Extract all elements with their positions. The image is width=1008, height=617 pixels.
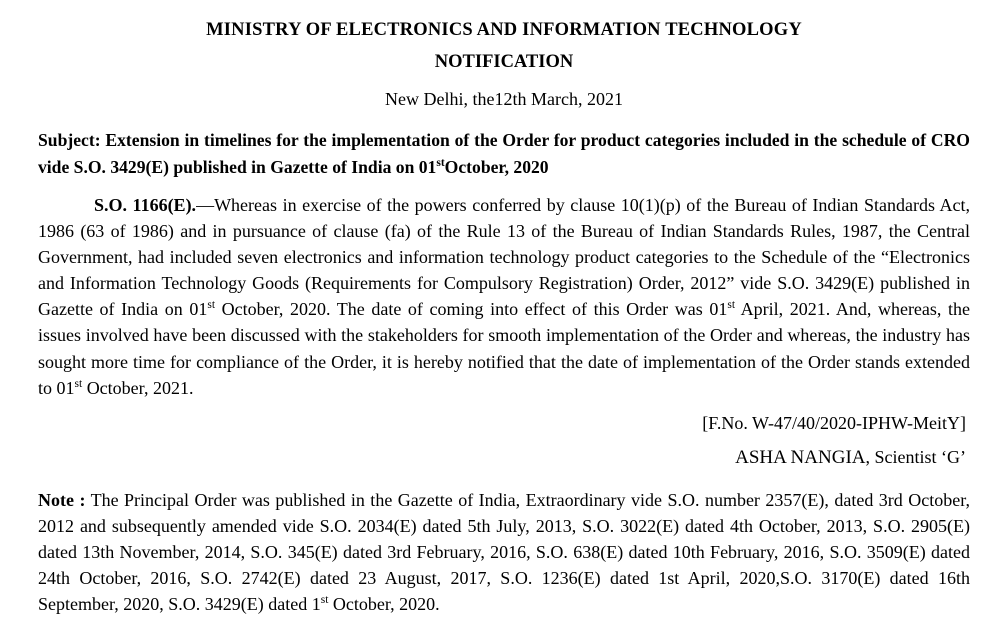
- note-text-2: October, 2020.: [328, 594, 440, 615]
- subject-line: [38, 127, 970, 180]
- subject-text-part2: October, 2020: [444, 156, 549, 177]
- notification-title: NOTIFICATION: [434, 51, 574, 72]
- signature-block: [38, 445, 970, 471]
- ministry-title: MINISTRY OF ELECTRONICS AND INFORMATION TECHNOLOGY: [206, 20, 802, 40]
- subject-label: Subject:: [38, 130, 101, 151]
- signatory-designation: , Scientist ‘G’: [865, 447, 966, 468]
- main-paragraph-text-3: April, 2021. And, whereas, the issues involved have been discussed with the stakeholders for smooth implementation of the Order and whereas, the industry has sought more time for compliance of the Order, it is hereby notified that the date of implementation of the Order stands extended to 01: [38, 299, 971, 398]
- signatory-name: ASHA NANGIA: [735, 447, 866, 469]
- main-paragraph-superscript-3: st: [74, 377, 83, 390]
- note-label: Note :: [38, 489, 86, 510]
- subject-superscript: st: [436, 156, 445, 169]
- main-paragraph-text-4: October, 2021.: [82, 377, 194, 398]
- note-paragraph: [38, 487, 970, 617]
- order-number: S.O. 1166(E).: [94, 195, 197, 216]
- main-paragraph-text-2: October, 2020. The date of coming into effect of this Order was 01: [215, 299, 728, 320]
- main-paragraph-text-1: —Whereas in exercise of the powers conferred by clause 10(1)(p) of the Bureau of Indian Standards Act, 1986 (63 of 1986) and in pursuance of clause (fa) of the Rule 13 of the Bureau of Indian Standards Rules, 1987, the Central Government, had included seven electronics and information technology product categories to the Schedule of the “Electronics and Information Technology Goods (Requirements for Compulsory Registration) Order, 2012” vide S.O. 3429(E) published in Gazette of India on 01: [38, 195, 970, 320]
- note-text-1: The Principal Order was published in the Gazette of India, Extraordinary vide S.O. number 2357(E), dated 3rd October, 2012 and subsequently amended vide S.O. 2034(E) dated 5th July, 2013, S.O. 3022(E) dated 4th October, 2013, S.O. 2905(E) dated 13th November, 2014, S.O. 345(E) dated 3rd February, 2016, S.O. 638(E) dated 10th February, 2016, S.O. 3509(E) dated 24th October, 2016, S.O. 2742(E) dated 23 August, 2017, S.O. 1236(E) dated 1st April, 2020,S.O. 3170(E) dated 16th September, 2020, S.O. 3429(E) dated 1: [38, 489, 970, 615]
- subject-text-part1: Extension in timelines for the implementation of the Order for product categories included in the schedule of CRO vide S.O. 3429(E) published in Gazette of India on 01: [38, 130, 970, 177]
- document-header: [38, 18, 970, 75]
- main-paragraph: [38, 192, 970, 401]
- main-paragraph-superscript-1: st: [207, 299, 216, 312]
- place-and-date: New Delhi, the12th March, 2021: [385, 88, 623, 109]
- file-number: [F.No. W-47/40/2020-IPHW-MeitY]: [702, 412, 966, 433]
- note-superscript-1: st: [320, 594, 329, 607]
- main-paragraph-superscript-2: st: [727, 299, 736, 312]
